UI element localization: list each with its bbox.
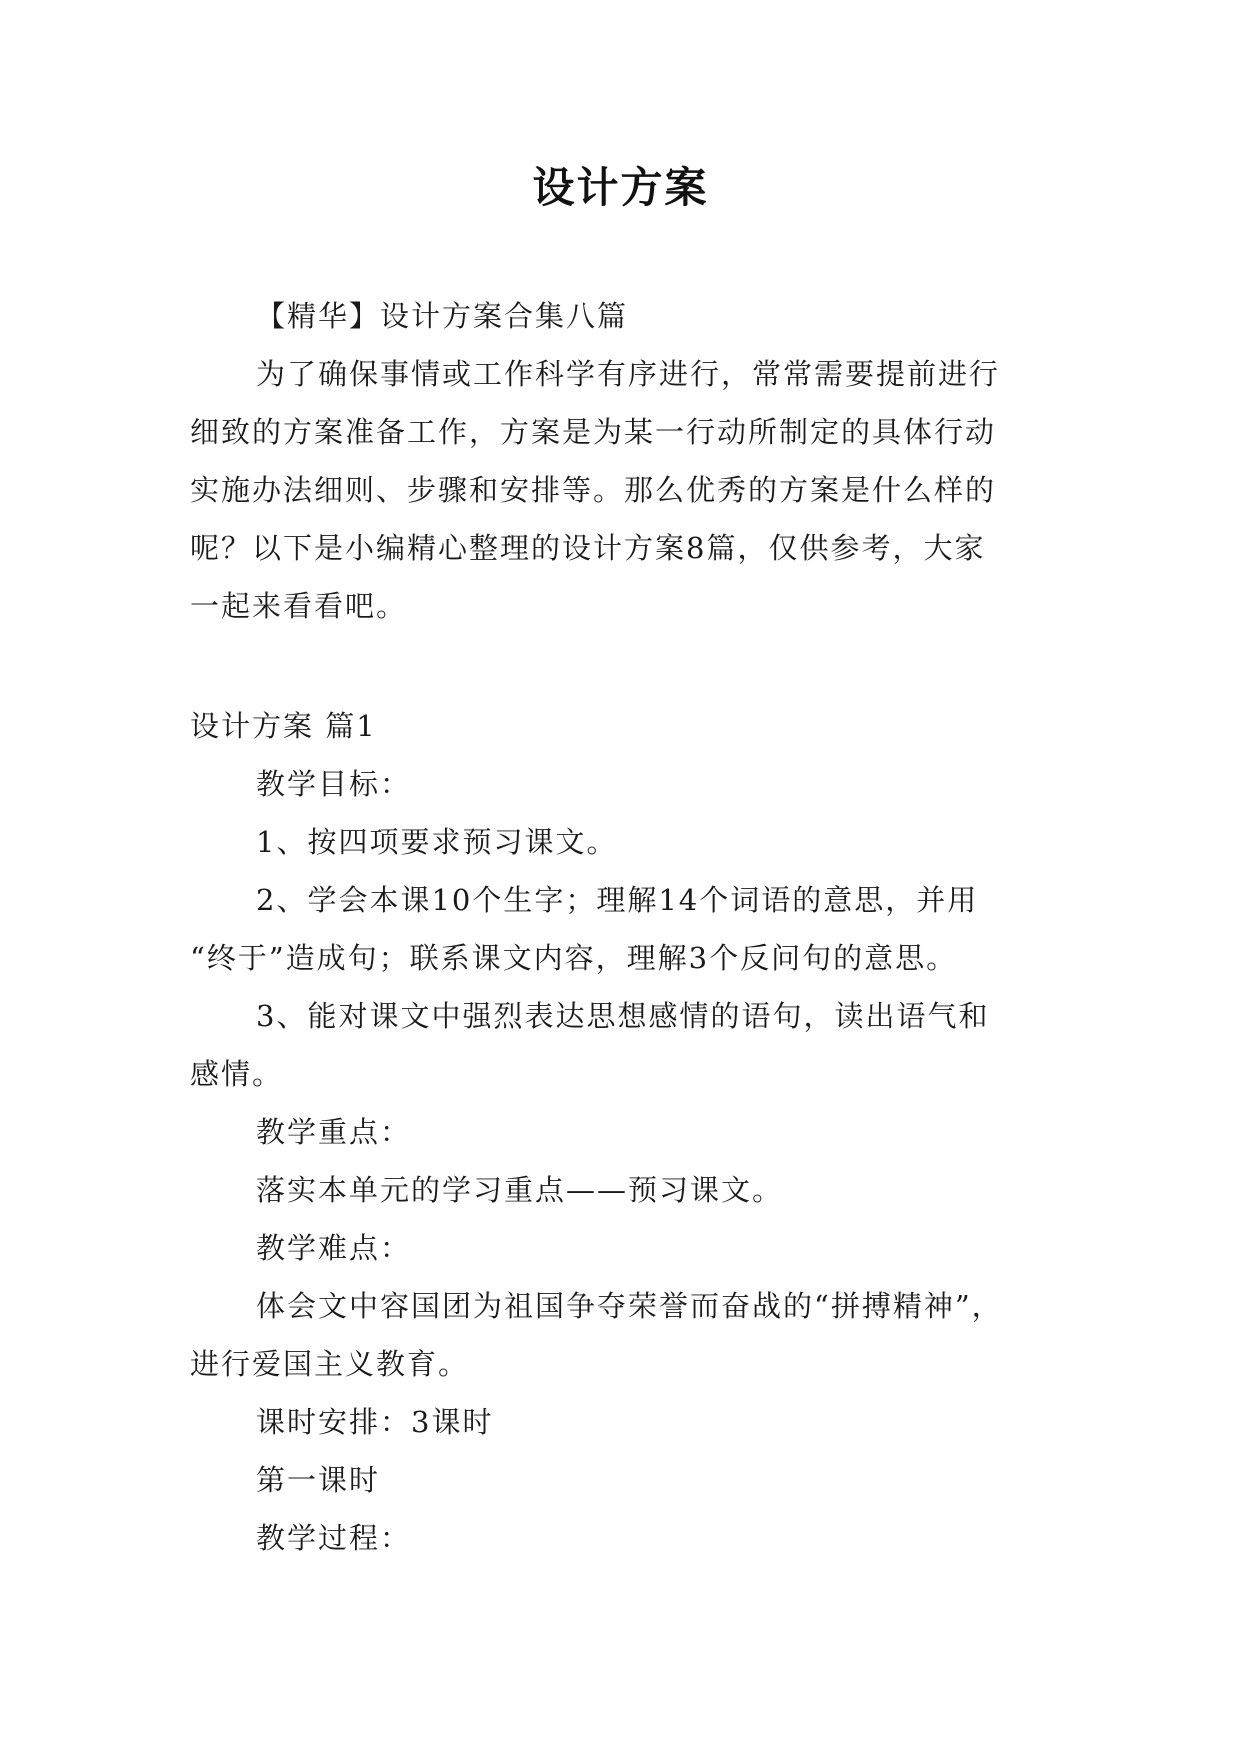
intro-paragraph-line: 呢？以下是小编精心整理的设计方案8篇，仅供参考，大家 <box>190 531 986 565</box>
goal-item: 1、按四项要求预习课文。 <box>256 825 618 859</box>
document-title: 设计方案 <box>532 163 709 212</box>
teaching-goals-label: 教学目标： <box>256 767 412 801</box>
difficulties-label: 教学难点： <box>256 1231 412 1265</box>
goal-item: 3、能对课文中强烈表达思想感情的语句，读出语气和 <box>256 999 990 1033</box>
goal-item-continued: “终于”造成句；联系课文内容，理解3个反问句的意思。 <box>190 941 958 975</box>
key-points-text: 落实本单元的学习重点——预习课文。 <box>256 1173 784 1207</box>
key-points-label: 教学重点： <box>256 1115 412 1149</box>
difficulties-text: 体会文中容国团为祖国争夺荣誉而奋战的“拼搏精神”， <box>256 1289 1003 1323</box>
goal-item: 2、学会本课10个生字；理解14个词语的意思，并用 <box>256 883 979 917</box>
intro-paragraph-line: 一起来看看吧。 <box>190 589 408 623</box>
section-heading: 设计方案 篇1 <box>190 709 377 743</box>
intro-paragraph-line: 实施办法细则、步骤和安排等。那么优秀的方案是什么样的 <box>190 473 997 507</box>
intro-paragraph-line: 为了确保事情或工作科学有序进行，常常需要提前进行 <box>256 357 1001 391</box>
difficulties-text-continued: 进行爱国主义教育。 <box>190 1347 470 1381</box>
first-lesson-label: 第一课时 <box>256 1463 381 1497</box>
intro-paragraph-line: 细致的方案准备工作，方案是为某一行动所制定的具体行动 <box>190 415 997 449</box>
schedule-text: 课时安排：3课时 <box>256 1405 494 1439</box>
intro-heading: 【精华】设计方案合集八篇 <box>256 299 629 333</box>
process-label: 教学过程： <box>256 1521 412 1555</box>
goal-item-continued: 感情。 <box>190 1057 284 1091</box>
